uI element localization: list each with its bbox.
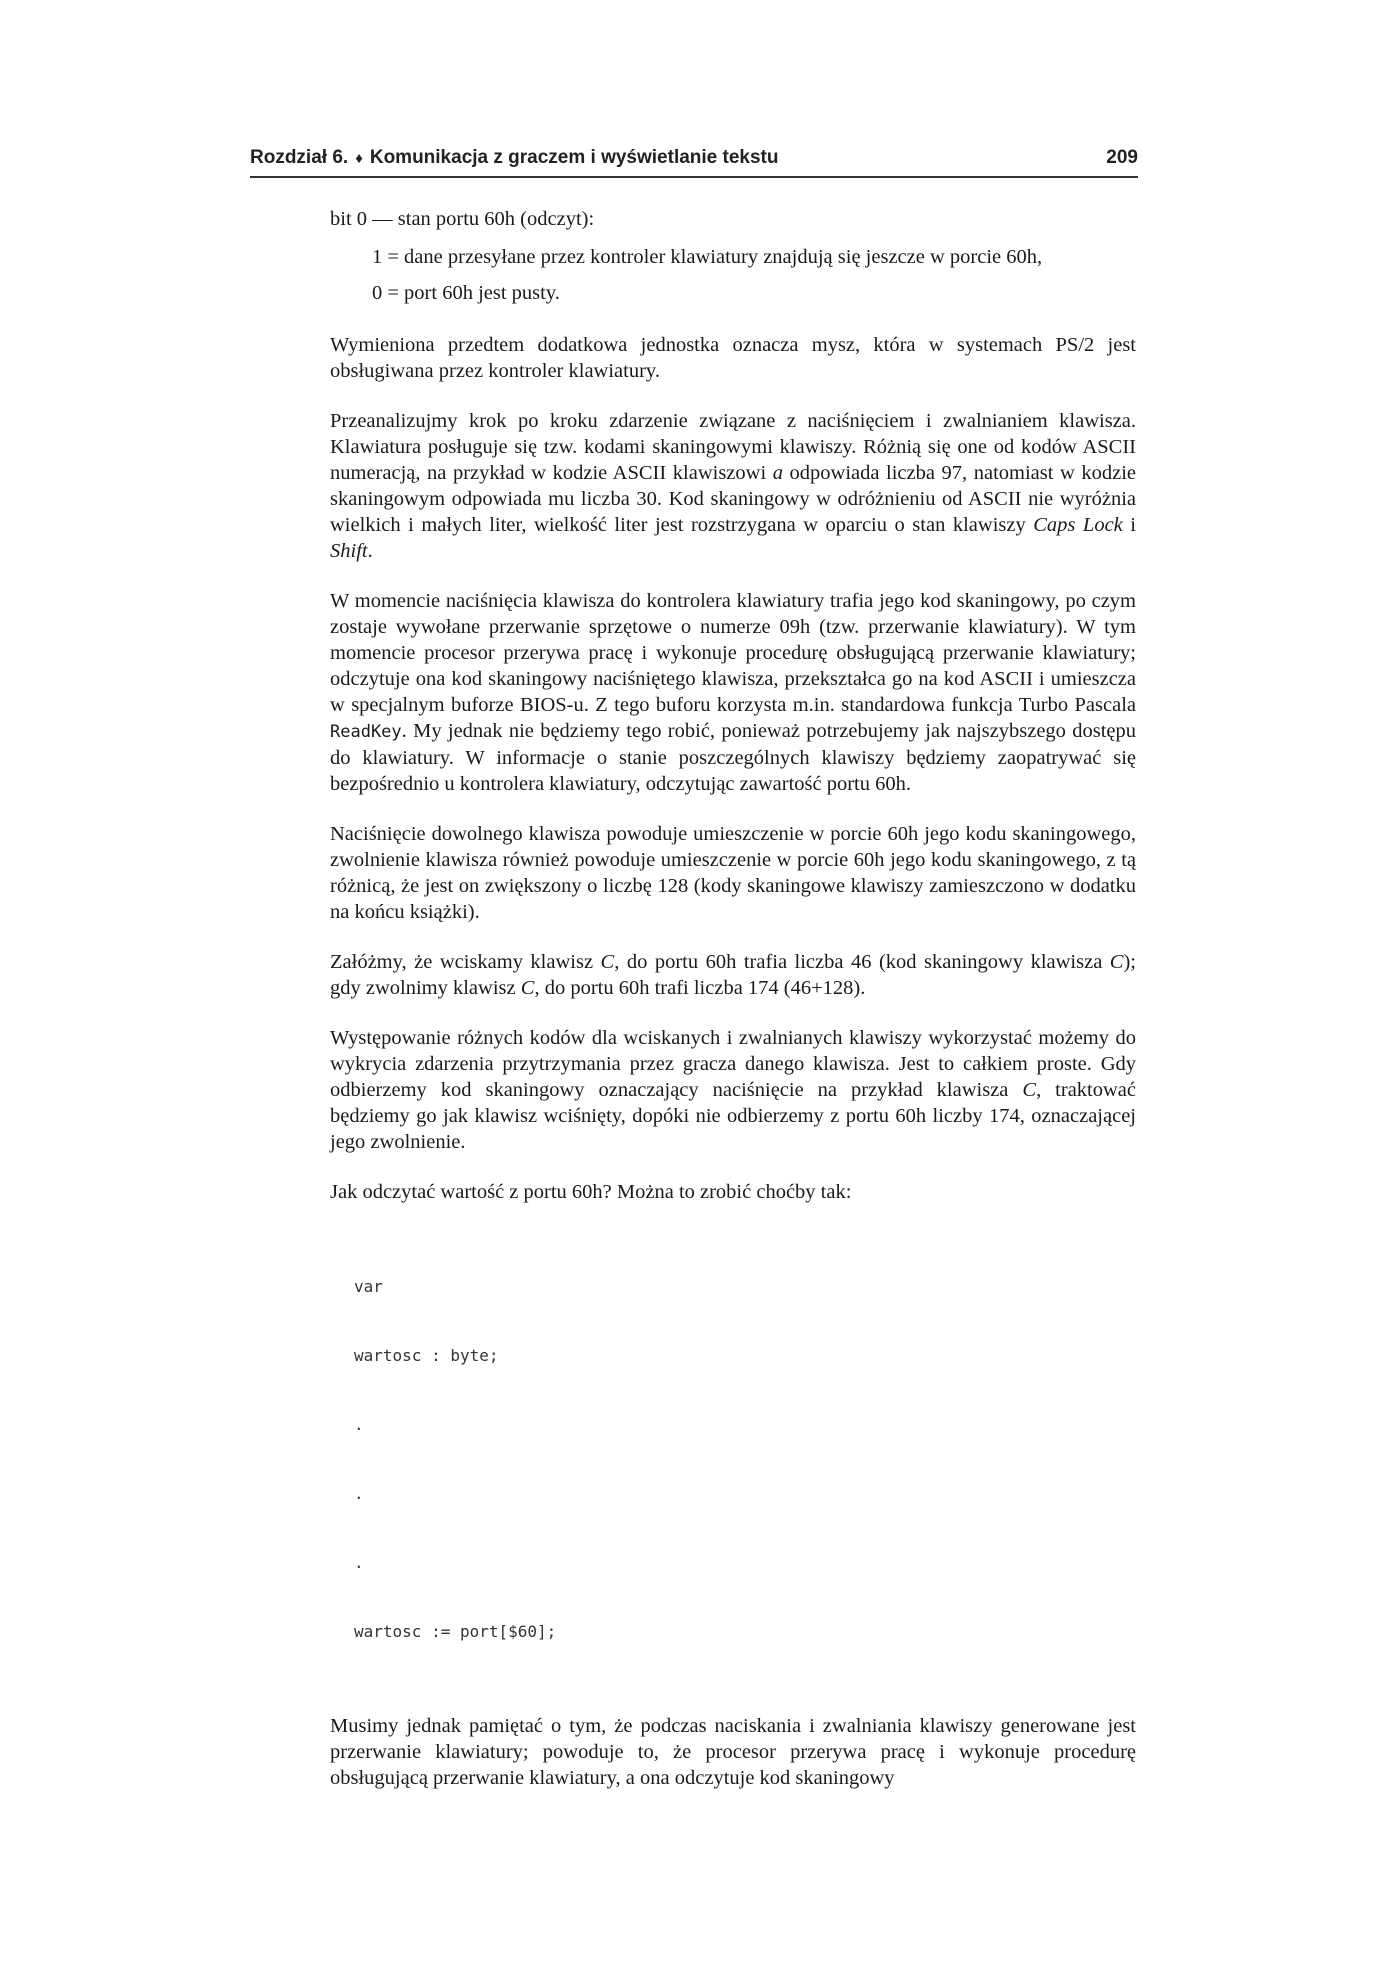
paragraph-scancodes (330, 408, 1136, 564)
paragraph-port-60h: Naciśnięcie dowolnego klawisza powoduje umieszczenie w porcie 60h jego kodu skaningowego, zwolnienie klawisza również powoduje umieszczenie w porcie 60h jego kodu skaningowego, z tą różnicą, że jest on zwiększony o liczbę 128 (kody skaningowe klawiszy zamieszczono w dodatku na końcu książki). (330, 823, 1136, 923)
text-run: ); gdy zwolnimy klawisz (330, 951, 1136, 999)
text-run: . My jednak nie będziemy tego robić, ponieważ potrzebujemy jak najszybszego dostępu do klawiatury. W informacje o stanie poszczególnych klawiszy będziemy zaopatrywać się bezpośrednio u kontrolera klawiatury, odczytując zawartość portu 60h. (330, 720, 1136, 795)
bit0-value-1: 1 = dane przesyłane przez kontroler klawiatury znajdują się jeszcze w porcie 60h, (372, 246, 1043, 268)
paragraph-example-c (330, 949, 1136, 1001)
paragraph-interrupt-note: Musimy jednak pamiętać o tym, że podczas naciskania i zwalniania klawiszy generowane jest przerwanie klawiatury; powoduje to, że procesor przerywa pracę i wykonuje procedurę obsługującą przerwanie klawiatury, a ona odczytuje kod skaningowy (330, 1715, 1136, 1789)
paragraph-mouse: Wymieniona przedtem dodatkowa jednostka oznacza mysz, która w systemach PS/2 jest obsługiwana przez kontroler klawiatury. (330, 334, 1136, 382)
code-line: var (354, 1277, 383, 1296)
code-line: . (354, 1553, 364, 1572)
key-name: C (520, 977, 535, 999)
paragraph-interrupt (330, 588, 1136, 797)
bit0-value-0: 0 = port 60h jest pusty. (372, 282, 560, 304)
key-name: C (1022, 1079, 1037, 1101)
key-name: Caps Lock (1033, 514, 1123, 536)
text-run: Przeanalizujmy krok po kroku zdarzenie związane z naciśnięciem i zwalnianiem klawisza. Klawiatura posługuje się tzw. kodami skaningowymi klawiszy. Różnią się one od kodów ASCII numeracją, na przykład w kodzie ASCII klawiszowi (330, 410, 1136, 484)
page-number: 209 (1106, 147, 1138, 168)
text-run: , traktować będziemy go jak klawisz wciśnięty, dopóki nie odbierzemy z portu 60h liczby 174, oznaczającej jego zwolnienie. (330, 1079, 1136, 1153)
key-name: Shift (330, 540, 368, 562)
text-run: . (367, 540, 373, 562)
text-run: W momencie naciśnięcia klawisza do kontrolera klawiatury trafia jego kod skaningowy, po czym zostaje wywołane przerwanie sprzętowe o numerze 09h (tzw. przerwanie klawiatury). W tym momencie procesor przerywa pracę i wykonuje procedurę obsługującą przerwanie klawiatury; odczytuje ona kod skaningowy naciśniętego klawisza, przekształca go na kod ASCII i umieszcza w specjalnym buforze BIOS-u. Z tego buforu korzysta m.in. standardowa funkcja Turbo Pascala (330, 590, 1136, 716)
chapter-heading (250, 146, 779, 171)
text-run: , do portu 60h trafia liczba 46 (kod skaningowy klawisza (614, 951, 1110, 973)
text-run: Występowanie różnych kodów dla wciskanych i zwalnianych klawiszy wykorzystać możemy do wykrycia zdarzenia przytrzymania przez gracza danego klawisza. Jest to całkiem proste. Gdy odbierzemy kod skaningowy oznaczający naciśnięcie na przykład klawisza (330, 1027, 1136, 1101)
diamond-icon: ♦ (355, 150, 363, 167)
key-name: C (600, 951, 615, 973)
code-block (354, 1229, 1136, 1689)
key-name: C (1109, 951, 1124, 973)
key-name: a (772, 462, 783, 484)
paragraph-key-hold (330, 1025, 1136, 1155)
chapter-title: Komunikacja z graczem i wyświetlanie tekstu (369, 147, 779, 168)
code-line: . (354, 1484, 364, 1503)
paragraph-read-port: Jak odczytać wartość z portu 60h? Można to zrobić choćby tak: (330, 1181, 852, 1203)
bit0-definition: bit 0 — stan portu 60h (odczyt): (330, 208, 595, 230)
code-line: wartosc := port[$60]; (354, 1622, 557, 1641)
inline-code: ReadKey (330, 722, 402, 742)
text-run: i (1122, 514, 1137, 536)
running-header (250, 146, 1138, 178)
code-line: wartosc : byte; (354, 1346, 499, 1365)
page-body (330, 206, 1136, 1815)
text-run: Załóżmy, że wciskamy klawisz (330, 951, 601, 973)
code-line: . (354, 1415, 364, 1434)
chapter-number: Rozdział 6. (250, 147, 349, 168)
text-run: , do portu 60h trafi liczba 174 (46+128). (534, 977, 866, 999)
text-run: odpowiada liczba 97, natomiast w kodzie skaningowym odpowiada mu liczba 30. Kod skaningowy w odróżnieniu od ASCII nie wyróżnia wielkich i małych liter, wielkość liter jest rozstrzygana w oparciu o stan klawiszy (330, 462, 1137, 536)
